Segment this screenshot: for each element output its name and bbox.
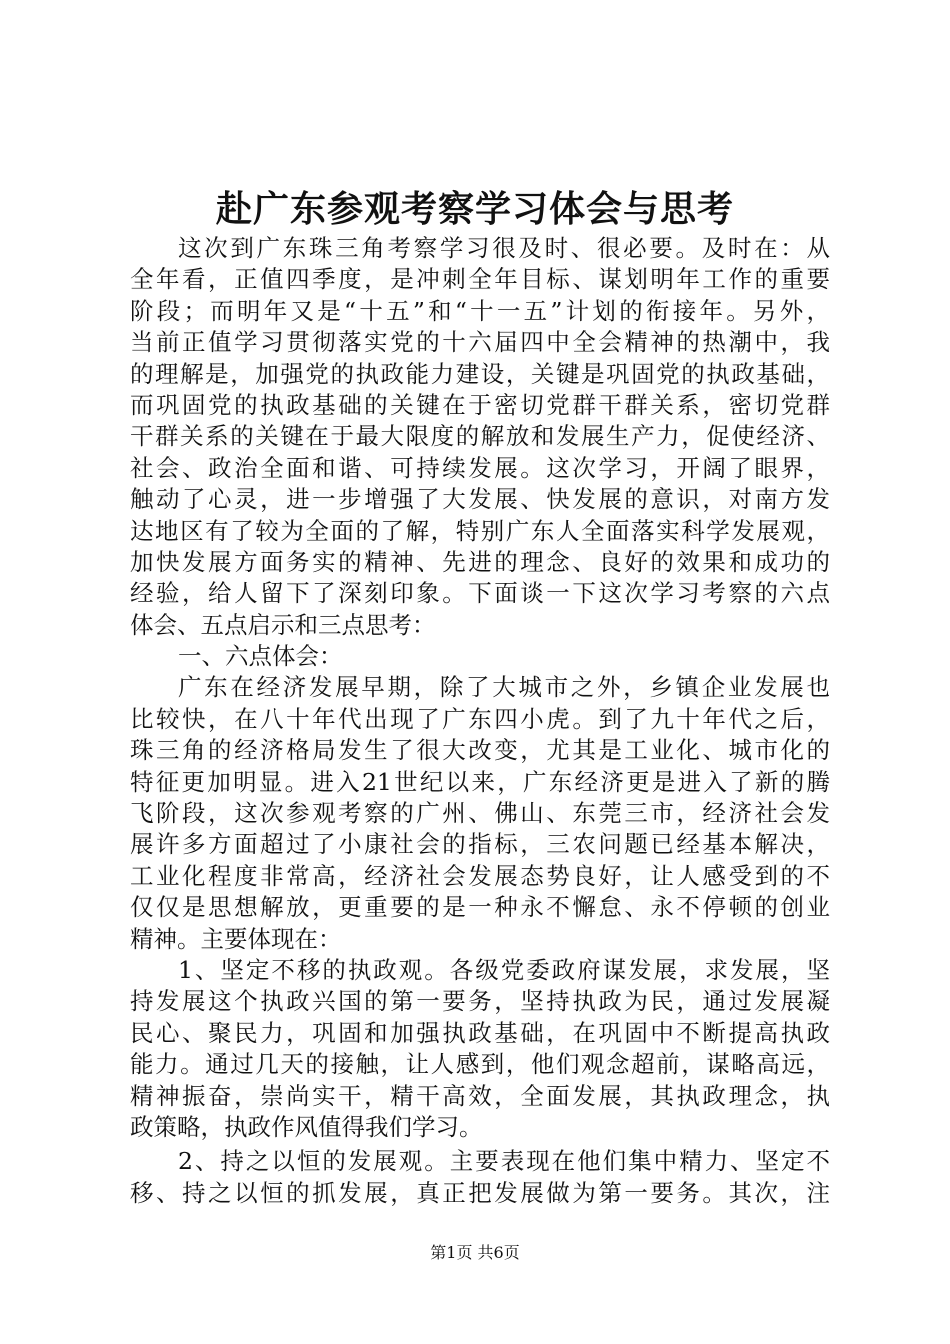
body-line: 的理解是，加强党的执政能力建设，关键是巩固党的执政基础，: [130, 359, 830, 388]
body-line: 全年看，正值四季度，是冲刺全年目标、谋划明年工作的重要: [130, 265, 830, 294]
body-line: 而巩固党的执政基础的关键在于密切党群干群关系，密切党群: [130, 390, 830, 419]
body-line: 广东在经济发展早期，除了大城市之外，乡镇企业发展也: [178, 673, 830, 702]
body-line: 干群关系的关键在于最大限度的解放和发展生产力，促使经济、: [130, 422, 830, 451]
body-line: 政策略，执政作风值得我们学习。: [130, 1112, 483, 1141]
body-line: 加快发展方面务实的精神、先进的理念、良好的效果和成功的: [130, 547, 830, 576]
body-line: 精神振奋，崇尚实干，精干高效，全面发展，其执政理念，执: [130, 1081, 830, 1110]
body-line: 比较快，在八十年代出现了广东四小虎。到了九十年代之后，: [130, 704, 830, 733]
body-line: 阶段；而明年又是“十五”和“十一五”计划的衔接年。另外，: [130, 296, 830, 325]
body-line: 特征更加明显。进入21世纪以来，广东经济更是进入了新的腾: [130, 767, 830, 796]
body-line: 持发展这个执政兴国的第一要务，坚持执政为民，通过发展凝: [130, 987, 830, 1016]
body-line: 飞阶段，这次参观考察的广州、佛山、东莞三市，经济社会发: [130, 799, 830, 828]
document-title: 赴广东参观考察学习体会与思考: [215, 188, 734, 230]
body-line: 仅仅是思想解放，更重要的是一种永不懈怠、永不停顿的创业: [130, 893, 830, 922]
body-line: 工业化程度非常高，经济社会发展态势良好，让人感受到的不: [130, 861, 830, 890]
body-line: 民心、聚民力，巩固和加强执政基础，在巩固中不断提高执政: [130, 1018, 830, 1047]
numbered-item-line: 1、坚定不移的执政观。各级党委政府谋发展，求发展，坚: [178, 955, 830, 984]
body-line: 这次到广东珠三角考察学习很及时、很必要。及时在：从: [178, 234, 830, 262]
body-line: 精神。主要体现在：: [130, 924, 342, 953]
numbered-item-line: 2、持之以恒的发展观。主要表现在他们集中精力、坚定不: [178, 1147, 830, 1176]
body-line: 经验，给人留下了深刻印象。下面谈一下这次学习考察的六点: [130, 579, 830, 608]
body-line: 社会、政治全面和谐、可持续发展。这次学习，开阔了眼界，: [130, 453, 830, 482]
document-body: [130, 233, 830, 1209]
body-line: 当前正值学习贯彻落实党的十六届四中全会精神的热潮中，我: [130, 328, 830, 357]
section-heading: 一、六点体会：: [178, 642, 343, 671]
body-line: 达地区有了较为全面的了解，特别广东人全面落实科学发展观，: [130, 516, 830, 545]
body-line: 触动了心灵，进一步增强了大发展、快发展的意识，对南方发: [130, 485, 830, 514]
page-footer: 第1页 共6页: [430, 1243, 520, 1262]
body-line: 展许多方面超过了小康社会的指标，三农问题已经基本解决，: [130, 830, 830, 859]
body-line: 珠三角的经济格局发生了很大改变，尤其是工业化、城市化的: [130, 736, 830, 765]
body-line: 能力。通过几天的接触，让人感到，他们观念超前，谋略高远，: [130, 1050, 830, 1079]
body-line: 体会、五点启示和三点思考：: [130, 610, 436, 639]
body-line: 移、持之以恒的抓发展，真正把发展做为第一要务。其次，注: [130, 1178, 830, 1207]
